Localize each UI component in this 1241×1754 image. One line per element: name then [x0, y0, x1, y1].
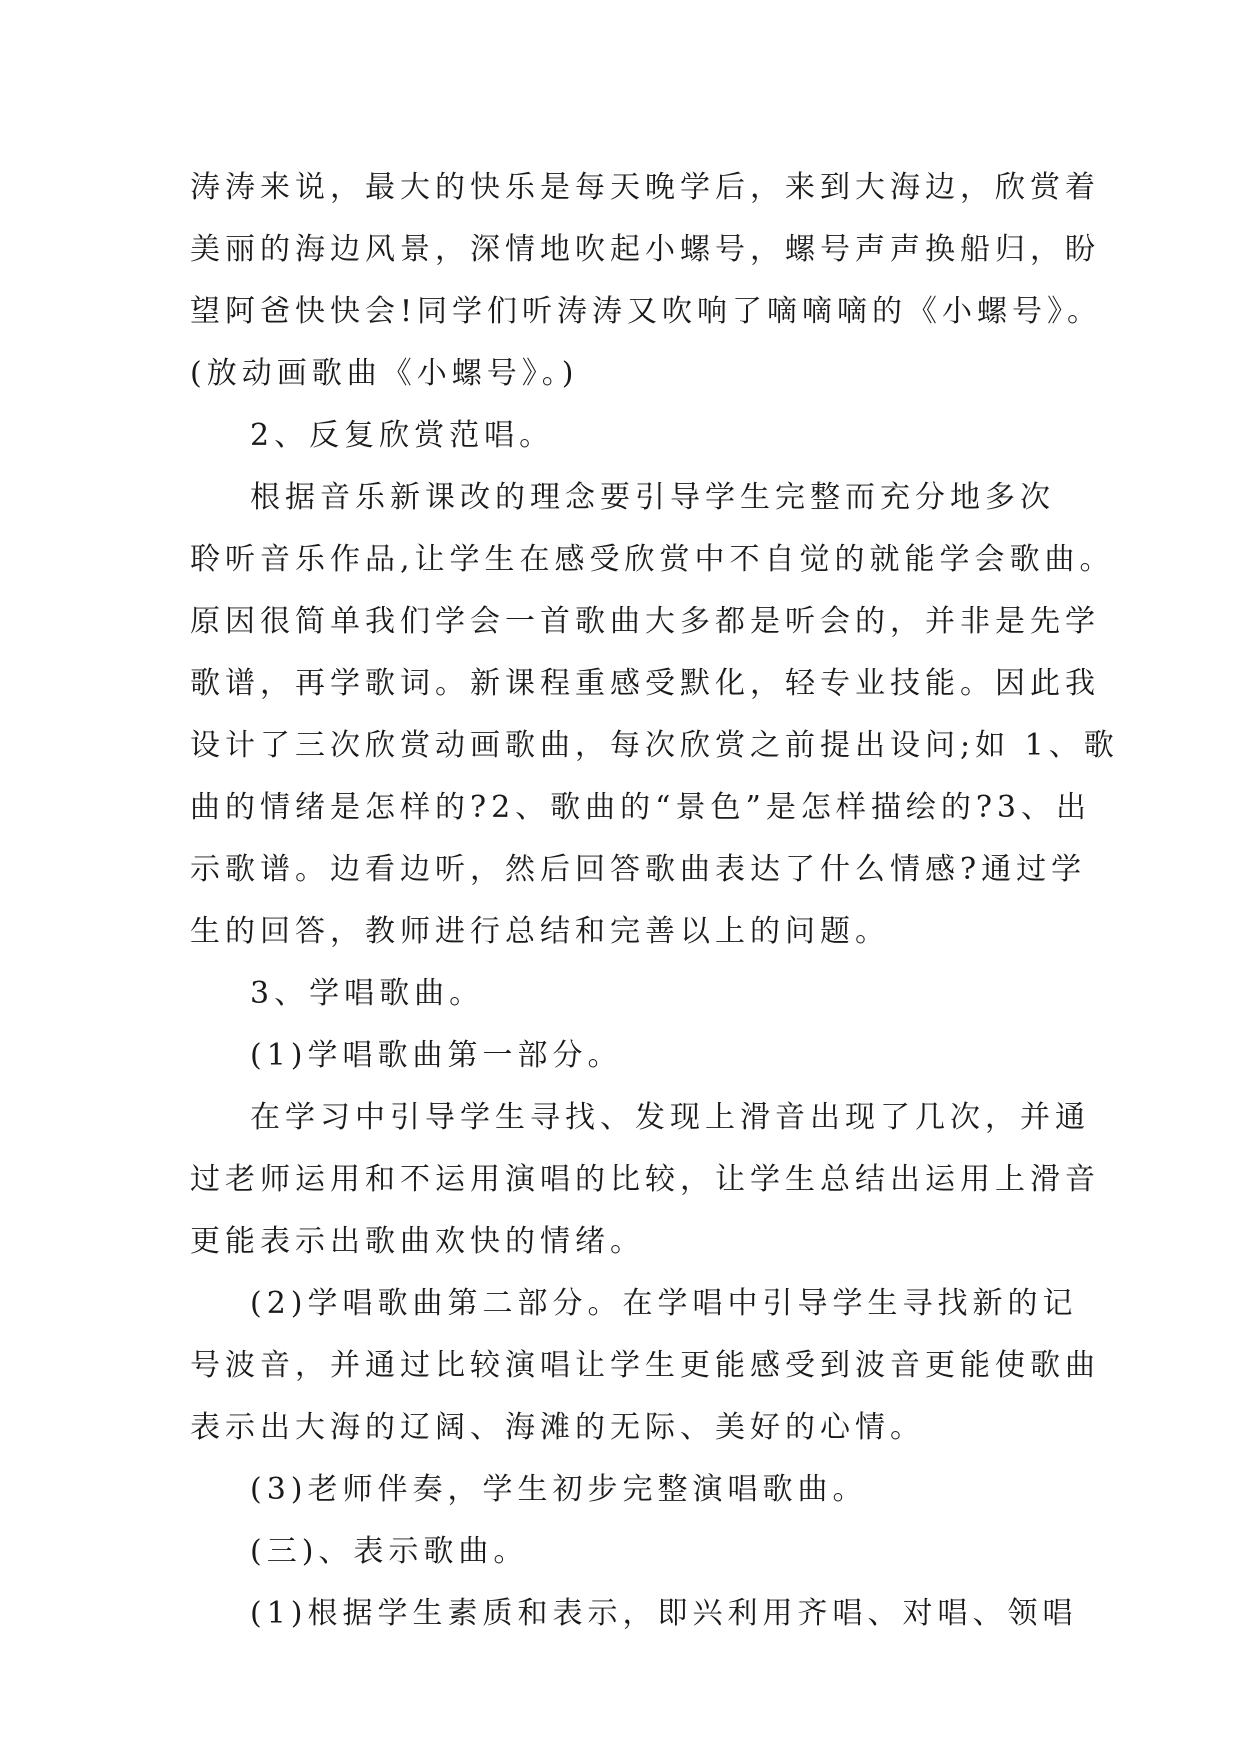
text-line: 原因很简单我们学会一首歌曲大多都是听会的，并非是先学 [190, 604, 1100, 639]
text-line: 表示出大海的辽阔、海滩的无际、美好的心情。 [190, 1410, 925, 1445]
text-line: 示歌谱。边看边听，然后回答歌曲表达了什么情感?通过学 [190, 852, 1087, 887]
section-heading: (三)、表示歌曲。 [250, 1534, 529, 1569]
text-line: 号波音，并通过比较演唱让学生更能感受到波音更能使歌曲 [190, 1348, 1100, 1383]
subsection-heading: (1)学唱歌曲第一部分。 [250, 1038, 623, 1073]
subsection-heading: (3)老师伴奏，学生初步完整演唱歌曲。 [250, 1472, 868, 1507]
document-body [190, 157, 1119, 1645]
text-line: 聆听音乐作品,让学生在感受欣赏中不自觉的就能学会歌曲。 [190, 542, 1115, 577]
text-line: 涛涛来说，最大的快乐是每天晚学后，来到大海边，欣赏着 [190, 170, 1100, 205]
text-line: 美丽的海边风景，深情地吹起小螺号，螺号声声换船归，盼 [190, 232, 1100, 267]
text-line: 设计了三次欣赏动画歌曲，每次欣赏之前提出设问;如 1、歌 [190, 728, 1119, 763]
paragraph-start: (1)根据学生素质和表示，即兴利用齐唱、对唱、领唱 [250, 1596, 1078, 1631]
section-heading: 3、学唱歌曲。 [250, 976, 485, 1011]
text-line: 歌谱，再学歌词。新课程重感受默化，轻专业技能。因此我 [190, 666, 1100, 701]
paragraph-start: 在学习中引导学生寻找、发现上滑音出现了几次，并通 [250, 1100, 1090, 1135]
text-line: 生的回答，教师进行总结和完善以上的问题。 [190, 914, 890, 949]
text-line: (放动画歌曲《小螺号》。) [190, 356, 579, 391]
text-line: 望阿爸快快会!同学们听涛涛又吹响了嘀嘀嘀的《小螺号》。 [190, 294, 1103, 329]
paragraph-start: 根据音乐新课改的理念要引导学生完整而充分地多次 [250, 480, 1055, 515]
text-line: 过老师运用和不运用演唱的比较，让学生总结出运用上滑音 [190, 1162, 1100, 1197]
section-heading: 2、反复欣赏范唱。 [250, 418, 555, 453]
paragraph-start: (2)学唱歌曲第二部分。在学唱中引导学生寻找新的记 [250, 1286, 1078, 1321]
text-line: 曲的情绪是怎样的?2、歌曲的“景色”是怎样描绘的?3、出 [190, 790, 1092, 825]
text-line: 更能表示出歌曲欢快的情绪。 [190, 1224, 645, 1259]
